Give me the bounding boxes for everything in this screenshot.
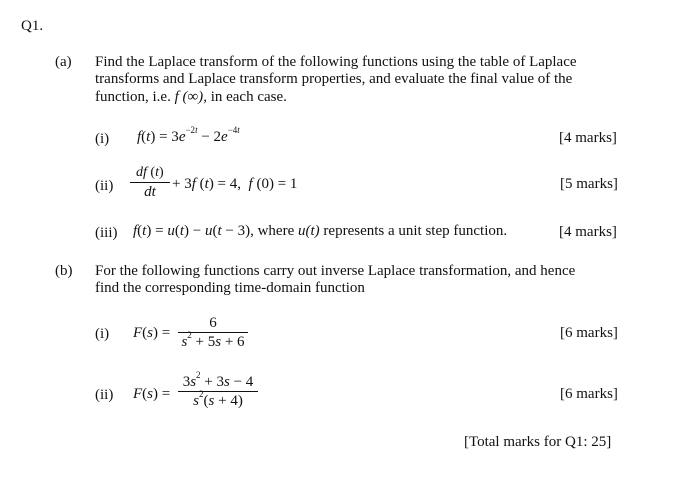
part-b-item-1-marks: [6 marks] [560,325,618,341]
part-a-item-2-equation: + 3f (t) = 4, f (0) = 1 [172,176,298,192]
part-a-intro-line-3-text: function, i.e. [95,89,175,105]
part-a-item-1-label: (i) [95,131,110,147]
part-b-item-2-label: (ii) [95,387,114,403]
part-a-item-2-label: (ii) [95,178,114,194]
part-a-item-1-marks: [4 marks] [559,130,617,146]
part-b-item-2-fraction: $3s^2 + 3s - 4$ $s^2(s + 4)$ [178,374,258,409]
part-b-item-1-label: (i) [95,326,110,342]
question-number: Q1. [21,18,44,34]
derivative-fraction: dt [130,165,170,200]
part-a-item-3-equation: f(t) = u(t) − u(t − 3), where u(t) represents a unit step function. [133,223,508,239]
part-a-item-1-equation: $f(t) = 3e^{-2t} - 2e^{-4t}$ [137,125,240,145]
part-a-intro-line-2: transforms and Laplace transform properties, and evaluate the final value of the [95,71,573,87]
part-a-intro-line-3 [95,88,287,106]
part-a-item-2-marks: [5 marks] [560,176,618,192]
part-a-intro-tail: , in each case. [203,89,287,105]
part-a-item-3-desc: represents a unit step function. [319,223,508,239]
part-a-item-3-where: , where [250,223,298,239]
part-b-item-2-lhs: F(s) = [133,386,171,402]
final-value-notation: f (∞) [174,89,204,105]
part-b-item-1-fraction: 6 $s^2 + 5s + 6$ [178,315,248,350]
part-a-item-3-marks: [4 marks] [559,224,617,240]
part-a-intro-line-1: Find the Laplace transform of the following functions using the table of Laplace [95,54,577,70]
part-a-item-3-label: (iii) [95,225,118,241]
part-b-label: (b) [55,263,73,279]
part-b-intro-line-2: find the corresponding time-domain function [95,280,365,296]
part-a-label: (a) [55,54,72,70]
total-marks: [Total marks for Q1: 25] [464,434,612,450]
part-b-intro-line-1: For the following functions carry out inverse Laplace transformation, and hence [95,263,576,279]
part-b-item-2-marks: [6 marks] [560,386,618,402]
part-b-item-1-lhs: F(s) = [133,325,171,341]
unit-step-symbol: u(t) [298,223,320,239]
derivative-numerator: df (t) [136,165,164,180]
